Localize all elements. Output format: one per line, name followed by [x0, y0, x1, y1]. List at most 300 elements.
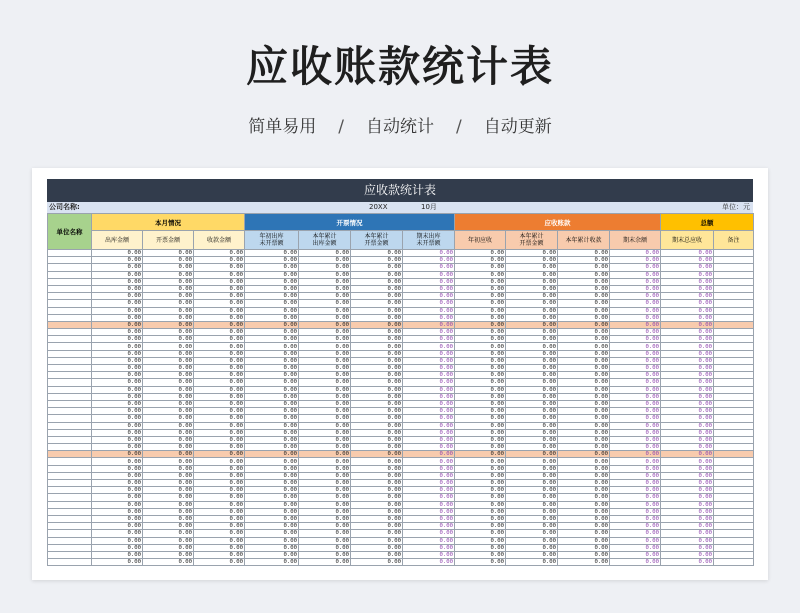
unit-name-cell[interactable]	[48, 480, 92, 487]
amount-cell[interactable]: 0.00	[610, 465, 661, 472]
amount-cell[interactable]: 0.00	[455, 293, 506, 300]
amount-cell[interactable]: 0.00	[610, 250, 661, 257]
amount-cell[interactable]: 0.00	[403, 365, 455, 372]
remark-cell[interactable]	[714, 271, 754, 278]
amount-cell[interactable]: 0.00	[610, 379, 661, 386]
amount-cell[interactable]: 0.00	[351, 386, 403, 393]
amount-cell[interactable]: 0.00	[455, 559, 506, 566]
amount-cell[interactable]: 0.00	[351, 472, 403, 479]
amount-cell[interactable]: 0.00	[403, 436, 455, 443]
amount-cell[interactable]: 0.00	[194, 278, 245, 285]
amount-cell[interactable]: 0.00	[92, 465, 143, 472]
amount-cell[interactable]: 0.00	[194, 551, 245, 558]
amount-cell[interactable]: 0.00	[506, 271, 558, 278]
amount-cell[interactable]: 0.00	[506, 372, 558, 379]
unit-name-cell[interactable]	[48, 444, 92, 451]
amount-cell[interactable]: 0.00	[610, 551, 661, 558]
amount-cell[interactable]: 0.00	[92, 271, 143, 278]
amount-cell[interactable]: 0.00	[245, 436, 299, 443]
unit-name-cell[interactable]	[48, 451, 92, 458]
amount-cell[interactable]: 0.00	[610, 357, 661, 364]
amount-cell[interactable]: 0.00	[661, 530, 714, 537]
amount-cell[interactable]: 0.00	[455, 314, 506, 321]
amount-cell[interactable]: 0.00	[351, 357, 403, 364]
amount-cell[interactable]: 0.00	[143, 515, 194, 522]
amount-cell[interactable]: 0.00	[558, 357, 610, 364]
amount-cell[interactable]: 0.00	[351, 487, 403, 494]
remark-cell[interactable]	[714, 472, 754, 479]
unit-name-cell[interactable]	[48, 343, 92, 350]
amount-cell[interactable]: 0.00	[403, 336, 455, 343]
amount-cell[interactable]: 0.00	[245, 415, 299, 422]
remark-cell[interactable]	[714, 444, 754, 451]
amount-cell[interactable]: 0.00	[661, 494, 714, 501]
amount-cell[interactable]: 0.00	[351, 530, 403, 537]
amount-cell[interactable]: 0.00	[403, 293, 455, 300]
amount-cell[interactable]: 0.00	[92, 386, 143, 393]
amount-cell[interactable]: 0.00	[92, 444, 143, 451]
amount-cell[interactable]: 0.00	[558, 559, 610, 566]
amount-cell[interactable]: 0.00	[403, 508, 455, 515]
amount-cell[interactable]: 0.00	[558, 451, 610, 458]
remark-cell[interactable]	[714, 278, 754, 285]
amount-cell[interactable]: 0.00	[245, 307, 299, 314]
amount-cell[interactable]: 0.00	[299, 494, 351, 501]
amount-cell[interactable]: 0.00	[558, 293, 610, 300]
amount-cell[interactable]: 0.00	[245, 343, 299, 350]
remark-cell[interactable]	[714, 508, 754, 515]
amount-cell[interactable]: 0.00	[143, 465, 194, 472]
amount-cell[interactable]: 0.00	[661, 321, 714, 328]
amount-cell[interactable]: 0.00	[143, 271, 194, 278]
amount-cell[interactable]: 0.00	[245, 523, 299, 530]
amount-cell[interactable]: 0.00	[245, 408, 299, 415]
amount-cell[interactable]: 0.00	[661, 386, 714, 393]
amount-cell[interactable]: 0.00	[92, 400, 143, 407]
amount-cell[interactable]: 0.00	[299, 480, 351, 487]
amount-cell[interactable]: 0.00	[610, 314, 661, 321]
remark-cell[interactable]	[714, 393, 754, 400]
amount-cell[interactable]: 0.00	[351, 300, 403, 307]
amount-cell[interactable]: 0.00	[661, 278, 714, 285]
amount-cell[interactable]: 0.00	[558, 271, 610, 278]
amount-cell[interactable]: 0.00	[194, 472, 245, 479]
amount-cell[interactable]: 0.00	[506, 465, 558, 472]
amount-cell[interactable]: 0.00	[558, 508, 610, 515]
amount-cell[interactable]: 0.00	[245, 336, 299, 343]
amount-cell[interactable]: 0.00	[610, 523, 661, 530]
amount-cell[interactable]: 0.00	[299, 487, 351, 494]
amount-cell[interactable]: 0.00	[610, 544, 661, 551]
amount-cell[interactable]: 0.00	[455, 544, 506, 551]
amount-cell[interactable]: 0.00	[299, 551, 351, 558]
amount-cell[interactable]: 0.00	[661, 350, 714, 357]
amount-cell[interactable]: 0.00	[351, 321, 403, 328]
amount-cell[interactable]: 0.00	[245, 365, 299, 372]
amount-cell[interactable]: 0.00	[245, 451, 299, 458]
amount-cell[interactable]: 0.00	[661, 300, 714, 307]
amount-cell[interactable]: 0.00	[455, 487, 506, 494]
amount-cell[interactable]: 0.00	[661, 271, 714, 278]
amount-cell[interactable]: 0.00	[299, 458, 351, 465]
amount-cell[interactable]: 0.00	[351, 480, 403, 487]
amount-cell[interactable]: 0.00	[455, 508, 506, 515]
remark-cell[interactable]	[714, 336, 754, 343]
amount-cell[interactable]: 0.00	[610, 264, 661, 271]
amount-cell[interactable]: 0.00	[455, 515, 506, 522]
amount-cell[interactable]: 0.00	[610, 336, 661, 343]
amount-cell[interactable]: 0.00	[351, 422, 403, 429]
amount-cell[interactable]: 0.00	[351, 523, 403, 530]
remark-cell[interactable]	[714, 357, 754, 364]
unit-name-cell[interactable]	[48, 250, 92, 257]
amount-cell[interactable]: 0.00	[661, 250, 714, 257]
amount-cell[interactable]: 0.00	[92, 429, 143, 436]
amount-cell[interactable]: 0.00	[403, 386, 455, 393]
amount-cell[interactable]: 0.00	[610, 257, 661, 264]
amount-cell[interactable]: 0.00	[92, 293, 143, 300]
amount-cell[interactable]: 0.00	[403, 278, 455, 285]
amount-cell[interactable]: 0.00	[92, 314, 143, 321]
amount-cell[interactable]: 0.00	[661, 372, 714, 379]
amount-cell[interactable]: 0.00	[558, 408, 610, 415]
amount-cell[interactable]: 0.00	[403, 472, 455, 479]
amount-cell[interactable]: 0.00	[558, 307, 610, 314]
amount-cell[interactable]: 0.00	[661, 336, 714, 343]
amount-cell[interactable]: 0.00	[92, 515, 143, 522]
amount-cell[interactable]: 0.00	[351, 314, 403, 321]
amount-cell[interactable]: 0.00	[558, 278, 610, 285]
amount-cell[interactable]: 0.00	[299, 393, 351, 400]
amount-cell[interactable]: 0.00	[92, 523, 143, 530]
amount-cell[interactable]: 0.00	[92, 285, 143, 292]
amount-cell[interactable]: 0.00	[661, 559, 714, 566]
amount-cell[interactable]: 0.00	[610, 372, 661, 379]
amount-cell[interactable]: 0.00	[245, 285, 299, 292]
unit-name-cell[interactable]	[48, 400, 92, 407]
amount-cell[interactable]: 0.00	[610, 386, 661, 393]
amount-cell[interactable]: 0.00	[610, 307, 661, 314]
amount-cell[interactable]: 0.00	[92, 537, 143, 544]
amount-cell[interactable]: 0.00	[610, 321, 661, 328]
amount-cell[interactable]: 0.00	[92, 336, 143, 343]
amount-cell[interactable]: 0.00	[143, 444, 194, 451]
amount-cell[interactable]: 0.00	[661, 400, 714, 407]
amount-cell[interactable]: 0.00	[92, 472, 143, 479]
amount-cell[interactable]: 0.00	[661, 465, 714, 472]
amount-cell[interactable]: 0.00	[194, 501, 245, 508]
amount-cell[interactable]: 0.00	[403, 300, 455, 307]
amount-cell[interactable]: 0.00	[506, 451, 558, 458]
amount-cell[interactable]: 0.00	[506, 285, 558, 292]
amount-cell[interactable]: 0.00	[143, 250, 194, 257]
amount-cell[interactable]: 0.00	[92, 501, 143, 508]
amount-cell[interactable]: 0.00	[92, 278, 143, 285]
amount-cell[interactable]: 0.00	[558, 250, 610, 257]
amount-cell[interactable]: 0.00	[661, 357, 714, 364]
unit-name-cell[interactable]	[48, 386, 92, 393]
amount-cell[interactable]: 0.00	[351, 515, 403, 522]
amount-cell[interactable]: 0.00	[143, 365, 194, 372]
amount-cell[interactable]: 0.00	[506, 537, 558, 544]
amount-cell[interactable]: 0.00	[506, 559, 558, 566]
amount-cell[interactable]: 0.00	[299, 422, 351, 429]
amount-cell[interactable]: 0.00	[245, 257, 299, 264]
amount-cell[interactable]: 0.00	[194, 336, 245, 343]
amount-cell[interactable]: 0.00	[558, 372, 610, 379]
amount-cell[interactable]: 0.00	[299, 278, 351, 285]
amount-cell[interactable]: 0.00	[558, 472, 610, 479]
remark-cell[interactable]	[714, 257, 754, 264]
amount-cell[interactable]: 0.00	[455, 501, 506, 508]
amount-cell[interactable]: 0.00	[143, 285, 194, 292]
amount-cell[interactable]: 0.00	[299, 257, 351, 264]
month-value[interactable]: 10月	[421, 203, 437, 211]
amount-cell[interactable]: 0.00	[403, 379, 455, 386]
amount-cell[interactable]: 0.00	[245, 515, 299, 522]
amount-cell[interactable]: 0.00	[506, 278, 558, 285]
amount-cell[interactable]: 0.00	[610, 300, 661, 307]
amount-cell[interactable]: 0.00	[610, 480, 661, 487]
unit-name-cell[interactable]	[48, 559, 92, 566]
amount-cell[interactable]: 0.00	[610, 278, 661, 285]
amount-cell[interactable]: 0.00	[558, 400, 610, 407]
amount-cell[interactable]: 0.00	[558, 386, 610, 393]
amount-cell[interactable]: 0.00	[351, 257, 403, 264]
remark-cell[interactable]	[714, 551, 754, 558]
remark-cell[interactable]	[714, 343, 754, 350]
amount-cell[interactable]: 0.00	[351, 278, 403, 285]
amount-cell[interactable]: 0.00	[351, 293, 403, 300]
amount-cell[interactable]: 0.00	[661, 257, 714, 264]
amount-cell[interactable]: 0.00	[455, 422, 506, 429]
amount-cell[interactable]: 0.00	[351, 264, 403, 271]
amount-cell[interactable]: 0.00	[455, 329, 506, 336]
amount-cell[interactable]: 0.00	[92, 393, 143, 400]
unit-name-cell[interactable]	[48, 551, 92, 558]
amount-cell[interactable]: 0.00	[194, 365, 245, 372]
amount-cell[interactable]: 0.00	[661, 408, 714, 415]
remark-cell[interactable]	[714, 250, 754, 257]
amount-cell[interactable]: 0.00	[351, 544, 403, 551]
amount-cell[interactable]: 0.00	[351, 458, 403, 465]
amount-cell[interactable]: 0.00	[92, 264, 143, 271]
amount-cell[interactable]: 0.00	[403, 465, 455, 472]
amount-cell[interactable]: 0.00	[455, 393, 506, 400]
amount-cell[interactable]: 0.00	[351, 436, 403, 443]
amount-cell[interactable]: 0.00	[506, 408, 558, 415]
amount-cell[interactable]: 0.00	[194, 293, 245, 300]
amount-cell[interactable]: 0.00	[506, 501, 558, 508]
amount-cell[interactable]: 0.00	[403, 372, 455, 379]
amount-cell[interactable]: 0.00	[558, 365, 610, 372]
amount-cell[interactable]: 0.00	[558, 415, 610, 422]
unit-name-cell[interactable]	[48, 530, 92, 537]
amount-cell[interactable]: 0.00	[506, 508, 558, 515]
amount-cell[interactable]: 0.00	[506, 393, 558, 400]
amount-cell[interactable]: 0.00	[143, 530, 194, 537]
amount-cell[interactable]: 0.00	[245, 293, 299, 300]
unit-name-cell[interactable]	[48, 307, 92, 314]
amount-cell[interactable]: 0.00	[455, 264, 506, 271]
amount-cell[interactable]: 0.00	[92, 530, 143, 537]
amount-cell[interactable]: 0.00	[403, 343, 455, 350]
amount-cell[interactable]: 0.00	[245, 400, 299, 407]
unit-name-cell[interactable]	[48, 271, 92, 278]
amount-cell[interactable]: 0.00	[351, 559, 403, 566]
amount-cell[interactable]: 0.00	[558, 285, 610, 292]
amount-cell[interactable]: 0.00	[403, 559, 455, 566]
unit-name-cell[interactable]	[48, 350, 92, 357]
amount-cell[interactable]: 0.00	[92, 372, 143, 379]
remark-cell[interactable]	[714, 400, 754, 407]
amount-cell[interactable]: 0.00	[661, 293, 714, 300]
amount-cell[interactable]: 0.00	[143, 523, 194, 530]
unit-name-cell[interactable]	[48, 393, 92, 400]
remark-cell[interactable]	[714, 307, 754, 314]
amount-cell[interactable]: 0.00	[351, 444, 403, 451]
amount-cell[interactable]: 0.00	[661, 444, 714, 451]
unit-name-cell[interactable]	[48, 300, 92, 307]
amount-cell[interactable]: 0.00	[194, 372, 245, 379]
amount-cell[interactable]: 0.00	[558, 336, 610, 343]
amount-cell[interactable]: 0.00	[610, 508, 661, 515]
amount-cell[interactable]: 0.00	[245, 472, 299, 479]
amount-cell[interactable]: 0.00	[194, 444, 245, 451]
amount-cell[interactable]: 0.00	[194, 314, 245, 321]
amount-cell[interactable]: 0.00	[455, 494, 506, 501]
amount-cell[interactable]: 0.00	[143, 293, 194, 300]
amount-cell[interactable]: 0.00	[610, 393, 661, 400]
amount-cell[interactable]: 0.00	[245, 537, 299, 544]
amount-cell[interactable]: 0.00	[92, 257, 143, 264]
amount-cell[interactable]: 0.00	[351, 537, 403, 544]
amount-cell[interactable]: 0.00	[92, 357, 143, 364]
amount-cell[interactable]: 0.00	[92, 321, 143, 328]
amount-cell[interactable]: 0.00	[403, 257, 455, 264]
amount-cell[interactable]: 0.00	[506, 515, 558, 522]
remark-cell[interactable]	[714, 523, 754, 530]
remark-cell[interactable]	[714, 422, 754, 429]
amount-cell[interactable]: 0.00	[194, 408, 245, 415]
amount-cell[interactable]: 0.00	[351, 285, 403, 292]
amount-cell[interactable]: 0.00	[610, 271, 661, 278]
amount-cell[interactable]: 0.00	[194, 321, 245, 328]
amount-cell[interactable]: 0.00	[245, 444, 299, 451]
amount-cell[interactable]: 0.00	[506, 444, 558, 451]
amount-cell[interactable]: 0.00	[194, 530, 245, 537]
amount-cell[interactable]: 0.00	[143, 472, 194, 479]
amount-cell[interactable]: 0.00	[610, 436, 661, 443]
amount-cell[interactable]: 0.00	[194, 285, 245, 292]
amount-cell[interactable]: 0.00	[506, 257, 558, 264]
amount-cell[interactable]: 0.00	[245, 422, 299, 429]
amount-cell[interactable]: 0.00	[403, 523, 455, 530]
remark-cell[interactable]	[714, 264, 754, 271]
unit-name-cell[interactable]	[48, 508, 92, 515]
amount-cell[interactable]: 0.00	[610, 530, 661, 537]
amount-cell[interactable]: 0.00	[245, 264, 299, 271]
amount-cell[interactable]: 0.00	[143, 501, 194, 508]
amount-cell[interactable]: 0.00	[661, 307, 714, 314]
amount-cell[interactable]: 0.00	[403, 451, 455, 458]
amount-cell[interactable]: 0.00	[143, 393, 194, 400]
amount-cell[interactable]: 0.00	[245, 321, 299, 328]
amount-cell[interactable]: 0.00	[558, 444, 610, 451]
amount-cell[interactable]: 0.00	[558, 487, 610, 494]
amount-cell[interactable]: 0.00	[194, 508, 245, 515]
amount-cell[interactable]: 0.00	[558, 537, 610, 544]
amount-cell[interactable]: 0.00	[403, 458, 455, 465]
amount-cell[interactable]: 0.00	[299, 444, 351, 451]
amount-cell[interactable]: 0.00	[403, 250, 455, 257]
remark-cell[interactable]	[714, 530, 754, 537]
amount-cell[interactable]: 0.00	[661, 422, 714, 429]
amount-cell[interactable]: 0.00	[558, 393, 610, 400]
amount-cell[interactable]: 0.00	[194, 400, 245, 407]
amount-cell[interactable]: 0.00	[455, 278, 506, 285]
amount-cell[interactable]: 0.00	[245, 480, 299, 487]
amount-cell[interactable]: 0.00	[92, 436, 143, 443]
amount-cell[interactable]: 0.00	[558, 494, 610, 501]
amount-cell[interactable]: 0.00	[610, 494, 661, 501]
remark-cell[interactable]	[714, 372, 754, 379]
amount-cell[interactable]: 0.00	[299, 285, 351, 292]
amount-cell[interactable]: 0.00	[92, 250, 143, 257]
amount-cell[interactable]: 0.00	[299, 523, 351, 530]
amount-cell[interactable]: 0.00	[558, 551, 610, 558]
amount-cell[interactable]: 0.00	[661, 436, 714, 443]
amount-cell[interactable]: 0.00	[92, 480, 143, 487]
remark-cell[interactable]	[714, 537, 754, 544]
amount-cell[interactable]: 0.00	[299, 508, 351, 515]
amount-cell[interactable]: 0.00	[92, 458, 143, 465]
amount-cell[interactable]: 0.00	[194, 465, 245, 472]
amount-cell[interactable]: 0.00	[92, 415, 143, 422]
unit-name-cell[interactable]	[48, 501, 92, 508]
amount-cell[interactable]: 0.00	[506, 307, 558, 314]
amount-cell[interactable]: 0.00	[194, 415, 245, 422]
amount-cell[interactable]: 0.00	[143, 487, 194, 494]
amount-cell[interactable]: 0.00	[194, 480, 245, 487]
amount-cell[interactable]: 0.00	[194, 523, 245, 530]
amount-cell[interactable]: 0.00	[92, 494, 143, 501]
amount-cell[interactable]: 0.00	[455, 400, 506, 407]
amount-cell[interactable]: 0.00	[143, 314, 194, 321]
amount-cell[interactable]: 0.00	[558, 501, 610, 508]
unit-name-cell[interactable]	[48, 264, 92, 271]
amount-cell[interactable]: 0.00	[558, 523, 610, 530]
amount-cell[interactable]: 0.00	[143, 278, 194, 285]
amount-cell[interactable]: 0.00	[299, 343, 351, 350]
amount-cell[interactable]: 0.00	[194, 329, 245, 336]
amount-cell[interactable]: 0.00	[299, 314, 351, 321]
amount-cell[interactable]: 0.00	[610, 343, 661, 350]
amount-cell[interactable]: 0.00	[455, 530, 506, 537]
amount-cell[interactable]: 0.00	[558, 329, 610, 336]
amount-cell[interactable]: 0.00	[558, 480, 610, 487]
amount-cell[interactable]: 0.00	[455, 250, 506, 257]
amount-cell[interactable]: 0.00	[194, 544, 245, 551]
amount-cell[interactable]: 0.00	[194, 436, 245, 443]
amount-cell[interactable]: 0.00	[506, 379, 558, 386]
year-value[interactable]: 20XX	[369, 203, 388, 211]
amount-cell[interactable]: 0.00	[661, 429, 714, 436]
amount-cell[interactable]: 0.00	[610, 472, 661, 479]
amount-cell[interactable]: 0.00	[558, 264, 610, 271]
amount-cell[interactable]: 0.00	[506, 343, 558, 350]
amount-cell[interactable]: 0.00	[194, 422, 245, 429]
